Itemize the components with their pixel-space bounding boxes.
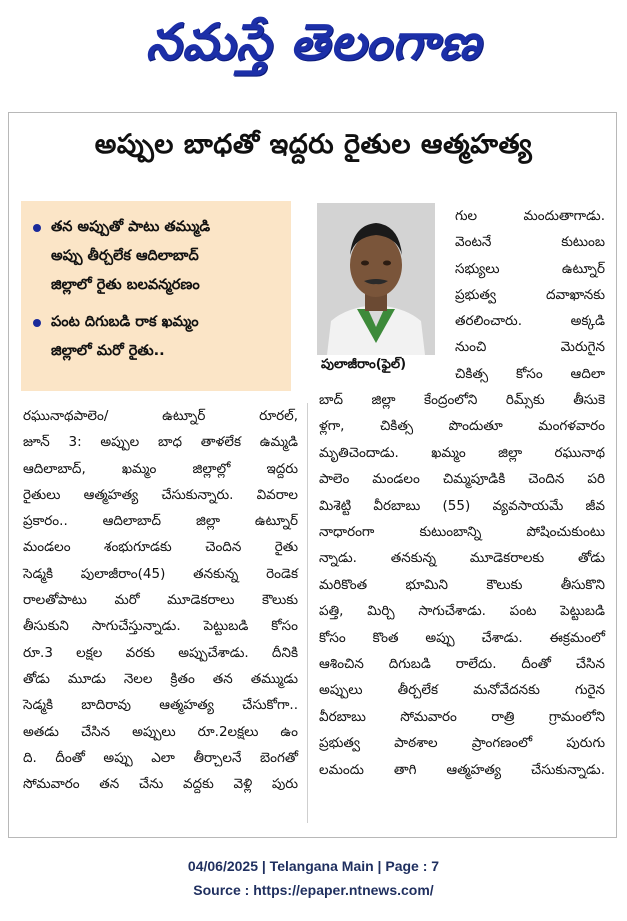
- body-line: లమందు తాగి ఆత్మహత్య చేసుకున్నాడు.: [319, 761, 605, 778]
- body-line: ళ్లగా, చికిత్స పొందుతూ మంగళవారం: [319, 418, 605, 435]
- body-line: చికిత్స కోసం ఆదిలా: [455, 365, 605, 382]
- body-line: ప్రభుత్వ పాఠశాల ప్రాంగణంలో పురుగు: [319, 735, 605, 752]
- bullet-icon: [33, 224, 41, 232]
- body-line: న్నాడు. తనకున్న మూడెకరాలకు తోడు: [319, 550, 605, 567]
- right-column: [319, 387, 605, 783]
- highlight-box: [21, 201, 291, 391]
- body-line: వీరబాబు సోమవారం రాత్రి గ్రామంలోని: [319, 708, 605, 725]
- body-line: రాలతోపాటు మరో మూడెకరాలు కౌలుకు: [23, 592, 298, 609]
- body-line: తోడు మూడు నెలల క్రితం తన తమ్ముడు: [23, 670, 298, 687]
- body-line: నుంచి మెరుగైన: [455, 339, 605, 356]
- masthead-title: నమస్తే తెలంగాణ: [145, 11, 482, 71]
- body-line: గుల మందుతాగాడు.: [455, 208, 605, 224]
- body-line: ది. దీంతో అప్పు ఎలా తీర్చాలనే బెంగతో: [23, 749, 298, 766]
- body-line: జూన్ 3: అప్పుల బాధ తాళలేక ఉమ్మడి: [23, 434, 298, 451]
- left-column: [23, 403, 298, 797]
- body-line: మరికొంత భూమిని కౌలుకు తీసుకొని: [319, 576, 605, 593]
- photo-caption: పులాజీరాం(ఫైల్): [321, 357, 407, 372]
- body-line: కోసం కొంత అప్పు చేశాడు. ఈక్రమంలో: [319, 629, 605, 646]
- body-line: పత్తి, మిర్చి సాగుచేశాడు. పంట పెట్టుబడి: [319, 603, 605, 620]
- highlight-line: అప్పు తీర్చలేక ఆదిలాబాద్: [51, 248, 199, 264]
- body-line: అతడు చేసిన అప్పులు రూ.2లక్షలు ఉం: [23, 723, 298, 740]
- bullet-icon: [33, 319, 41, 327]
- article-clipping: [8, 112, 617, 838]
- body-line: వెంటనే కుటుంబ: [455, 234, 605, 251]
- highlight-line: జిల్లాలో రైతు బలవన్మరణం: [51, 277, 200, 293]
- body-line: మిశెట్టి వీరబాబు (55) వ్యవసాయమే జీవ: [319, 497, 605, 514]
- body-line: రూ.3 లక్షల వరకు అప్పుచేశాడు. దీనికి: [23, 644, 298, 661]
- article-headline: అప్పుల బాధతో ఇద్దరు రైతుల ఆత్మహత్య: [94, 129, 533, 160]
- body-line: సెడ్మకి బాదిరావు ఆత్మహత్య చేసుకోగా..: [23, 697, 298, 714]
- body-line: ప్రభుత్వ దవాఖానకు: [455, 286, 605, 303]
- body-line: ప్రకారం.. ఆదిలాబాద్ జిల్లా ఉట్నూర్: [23, 513, 298, 530]
- body-line: ఆదిలాబాద్, ఖమ్మం జిల్లాల్లో ఇద్దరు: [23, 460, 298, 477]
- body-line: అప్పులు తీర్చలేక మనోవేదనకు గురైన: [319, 682, 605, 699]
- body-line: సభ్యులు ఉట్నూర్: [455, 260, 605, 277]
- footer-source: Source : https://epaper.ntnews.com/: [193, 882, 434, 898]
- footer-meta: 04/06/2025 | Telangana Main | Page : 7: [187, 858, 440, 874]
- body-line: పాలెం మండలం చిమ్మపూడికి చెందిన పరి: [319, 471, 605, 488]
- body-line: తరలించారు. అక్కడి: [455, 313, 605, 330]
- body-line: తీసుకుని సాగుచేస్తున్నాడు. పెట్టుబడి కోసం: [23, 618, 298, 635]
- masthead: [0, 0, 627, 95]
- body-line: రైతులు ఆత్మహత్య చేసుకున్నారు. వివరాల: [23, 486, 298, 503]
- farmer-photo: [317, 203, 435, 355]
- body-line: మృతిచెందాడు. ఖమ్మం జిల్లా రఘునాథ: [319, 444, 605, 461]
- body-line: బాద్ జిల్లా కేంద్రంలోని రిమ్స్‌కు తీసుకె: [319, 392, 605, 408]
- column-divider: [307, 403, 308, 823]
- body-line: ఆశించిన దిగుబడి రాలేదు. దీంతో చేసిన: [319, 656, 605, 673]
- body-line: సోమవారం తన చేను వద్దకు వెళ్లి పురు: [23, 776, 298, 793]
- highlight-item: [31, 213, 281, 300]
- right-top-column: [455, 203, 605, 387]
- body-line: మండలం శంభుగూడకు చెందిన రైతు: [23, 539, 298, 556]
- highlight-line: తన అప్పుతో పాటు తమ్ముడి: [51, 219, 211, 235]
- highlight-item: [31, 308, 281, 366]
- highlight-line: జిల్లాలో మరో రైతు..: [51, 343, 165, 359]
- highlight-line: పంట దిగుబడి రాక ఖమ్మం: [51, 314, 199, 330]
- body-line: సెడ్మకి పులాజీరాం(45) తనకున్న రెండెక: [23, 565, 298, 582]
- body-line: నాధారంగా కుటుంబాన్ని పోషించుకుంటు: [319, 524, 605, 541]
- body-line: రఘునాథపాలెం/ ఉట్నూర్ రూరల్,: [23, 408, 298, 424]
